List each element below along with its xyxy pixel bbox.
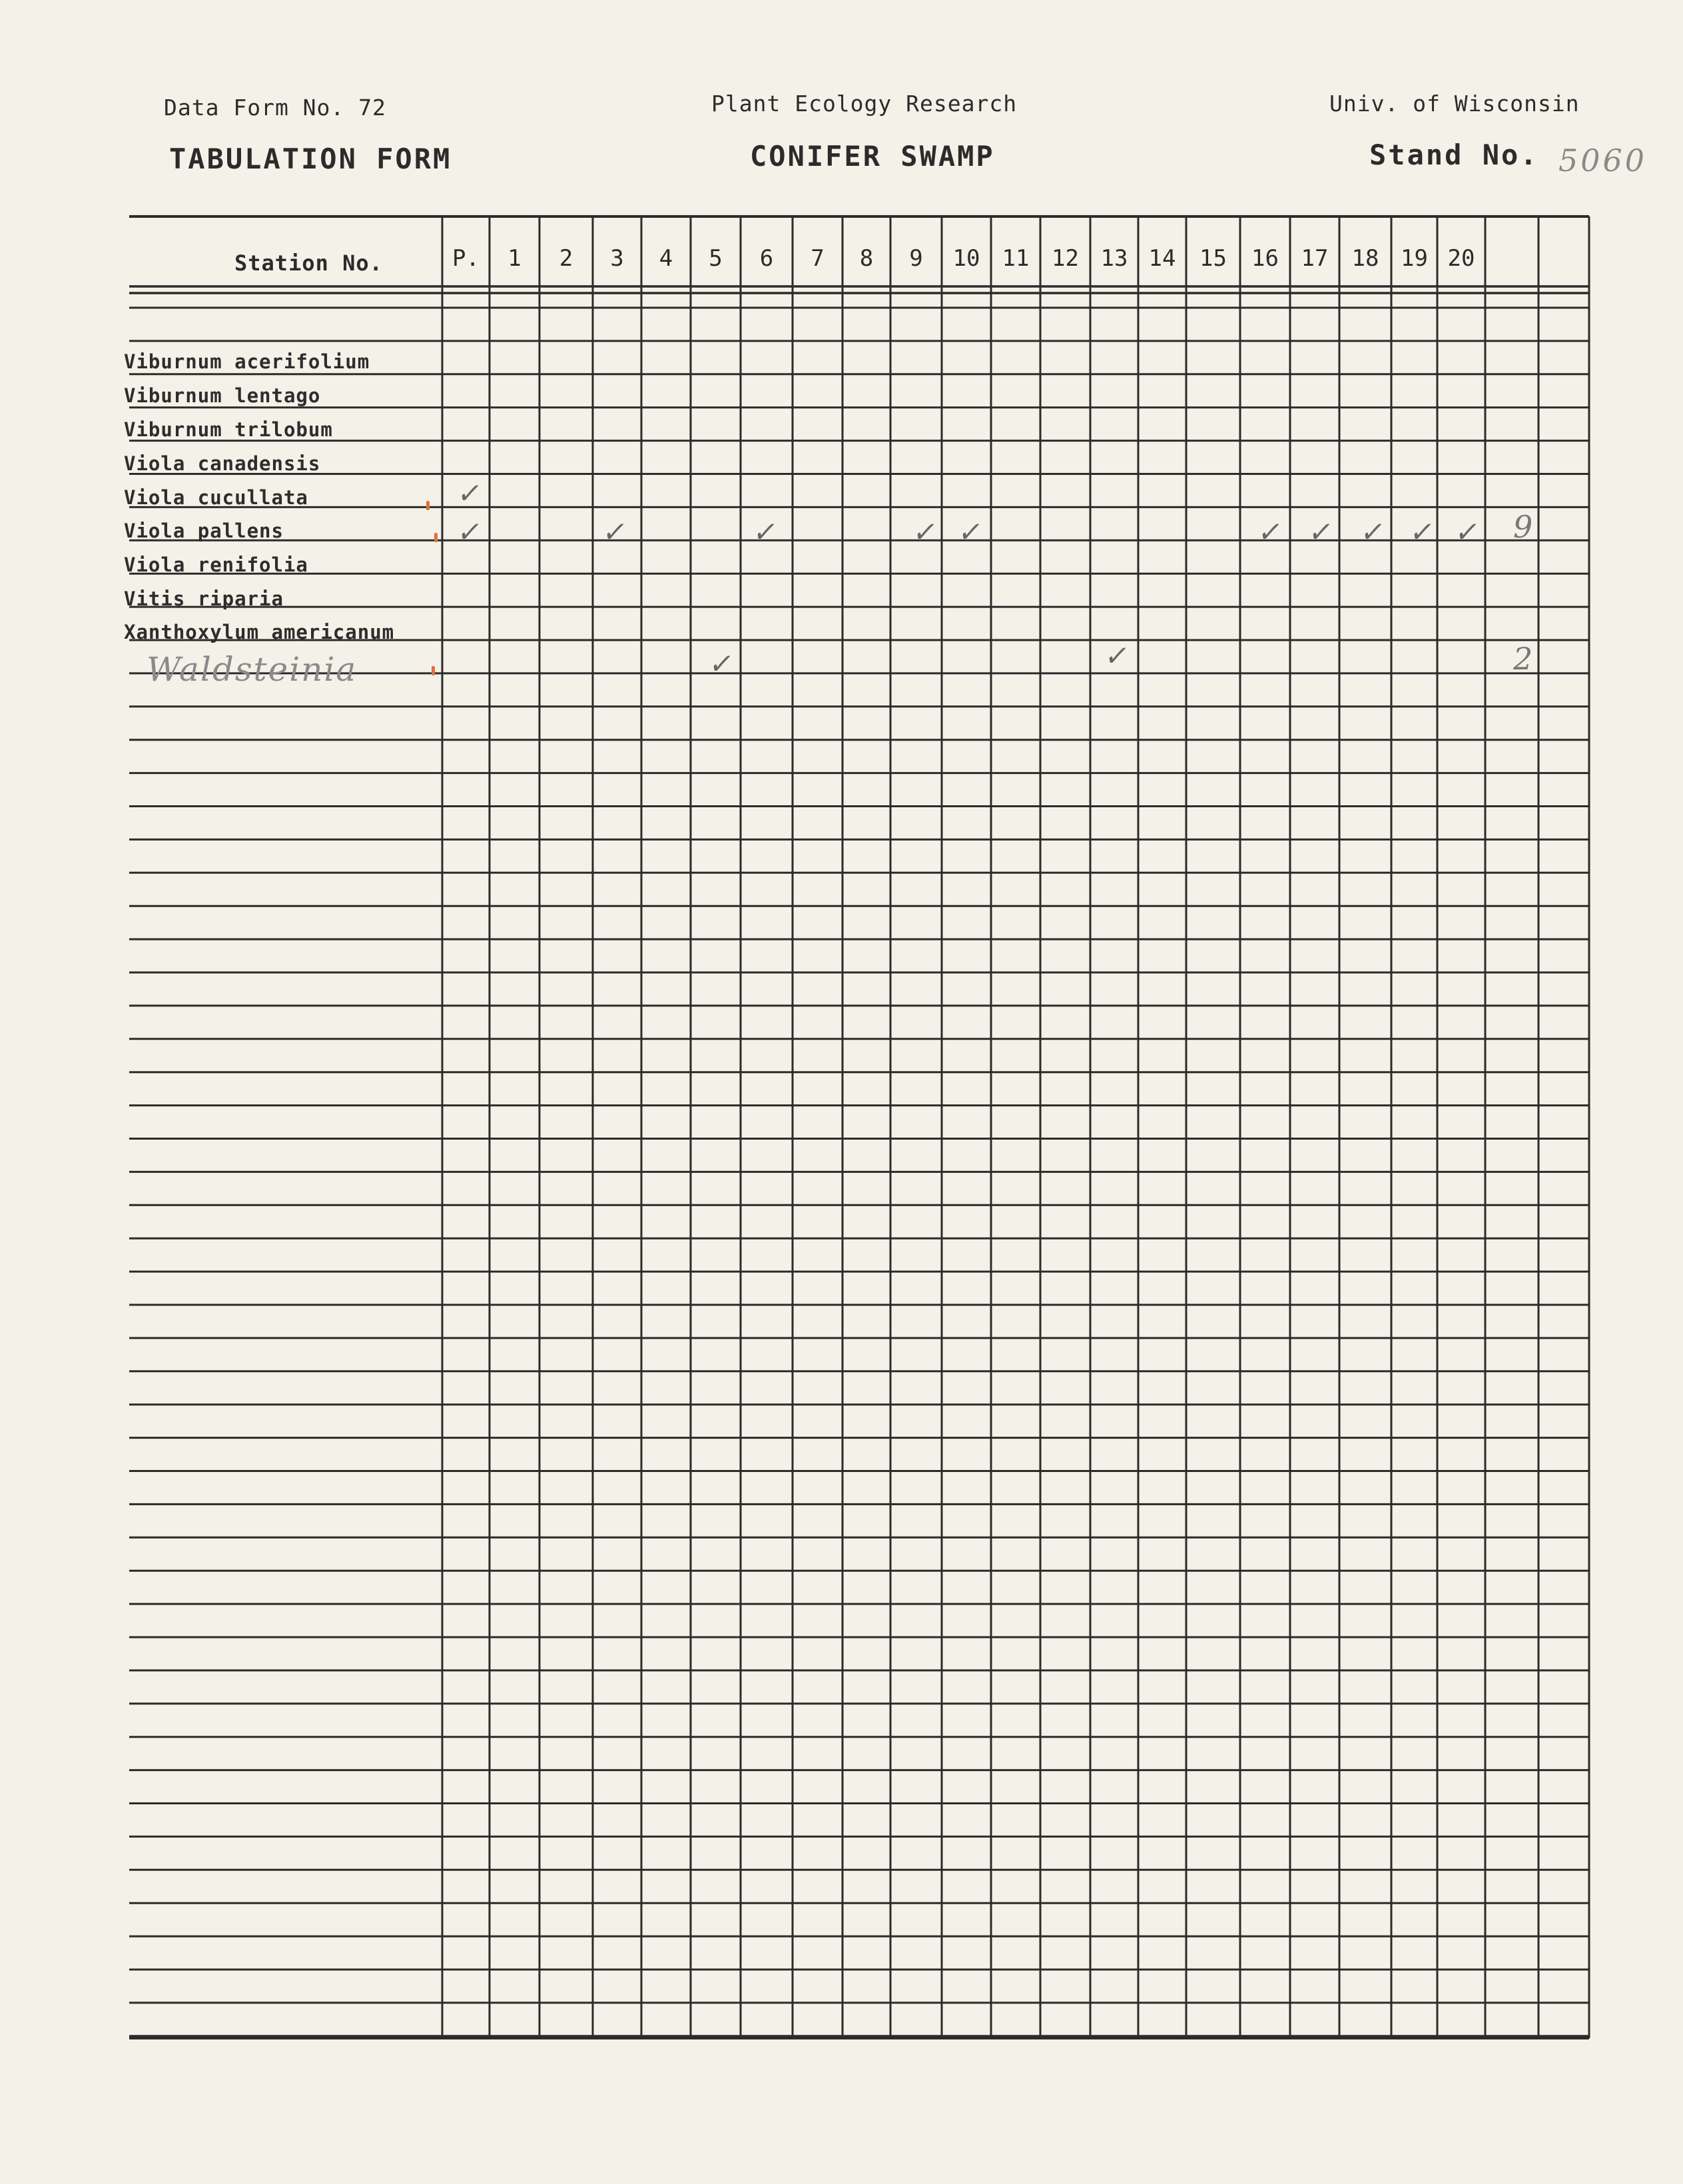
orange-margin-mark — [432, 666, 435, 675]
stand-number-value: 5060 — [1558, 143, 1648, 179]
species-label: Viburnum acerifolium — [124, 350, 370, 373]
station-column-number: 12 — [1052, 245, 1079, 272]
check-mark: ✓ — [1306, 516, 1336, 548]
species-label: Viola renifolia — [124, 553, 308, 576]
check-mark: ✓ — [1453, 516, 1483, 548]
check-mark: ✓ — [910, 516, 940, 548]
station-column-number: 8 — [859, 245, 874, 272]
check-mark: ✓ — [600, 516, 630, 548]
institution-label: Univ. of Wisconsin — [1329, 91, 1580, 117]
check-mark: ✓ — [707, 647, 737, 680]
station-column-number: 18 — [1351, 245, 1379, 272]
station-column-number: 10 — [952, 245, 980, 272]
check-mark: ✓ — [455, 516, 485, 548]
station-column-number: 16 — [1251, 245, 1279, 272]
station-column-number: 1 — [507, 245, 521, 272]
station-column-number: 7 — [811, 245, 825, 272]
research-label: Plant Ecology Research — [711, 91, 1018, 117]
check-mark: ✓ — [1255, 516, 1285, 548]
station-column-number: 6 — [759, 245, 774, 272]
check-mark: ✓ — [1407, 516, 1437, 548]
count-value: 9 — [1513, 509, 1533, 545]
station-column-number: 14 — [1148, 245, 1176, 272]
species-label: Viola cucullata — [124, 486, 308, 509]
species-label: Viburnum trilobum — [124, 418, 333, 441]
station-column-number: 5 — [709, 245, 723, 272]
form-title: TABULATION FORM — [169, 143, 452, 175]
station-column-number: 3 — [610, 245, 624, 272]
station-column-number: 17 — [1301, 245, 1329, 272]
count-value: 2 — [1513, 641, 1533, 677]
station-no-header: Station No. — [234, 250, 383, 276]
species-label: Viola pallens — [124, 520, 284, 542]
species-label: Vitis riparia — [124, 587, 284, 610]
station-column-number: 11 — [1002, 245, 1030, 272]
check-mark: ✓ — [1102, 639, 1132, 672]
species-label: Viola canadensis — [124, 452, 321, 475]
station-column-number: 2 — [559, 245, 573, 272]
station-column-number: P. — [452, 245, 480, 272]
station-column-number: 15 — [1199, 245, 1227, 272]
check-mark: ✓ — [1358, 516, 1388, 548]
check-mark: ✓ — [455, 477, 485, 510]
check-mark: ✓ — [956, 516, 986, 548]
species-label: Xanthoxylum americanum — [124, 621, 395, 643]
orange-margin-mark — [434, 533, 438, 542]
station-column-number: 4 — [659, 245, 673, 272]
community-title: CONIFER SWAMP — [750, 140, 995, 173]
stand-label: Stand No. — [1369, 139, 1539, 171]
station-column-number: 9 — [909, 245, 923, 272]
check-mark: ✓ — [751, 516, 781, 548]
orange-margin-mark — [426, 501, 430, 510]
station-column-number: 20 — [1447, 245, 1475, 272]
station-column-number: 13 — [1100, 245, 1128, 272]
handwritten-species-label: Waldsteinia — [147, 650, 358, 689]
form-number: Data Form No. 72 — [164, 95, 386, 121]
species-label: Viburnum lentago — [124, 384, 321, 407]
station-column-number: 19 — [1401, 245, 1428, 272]
